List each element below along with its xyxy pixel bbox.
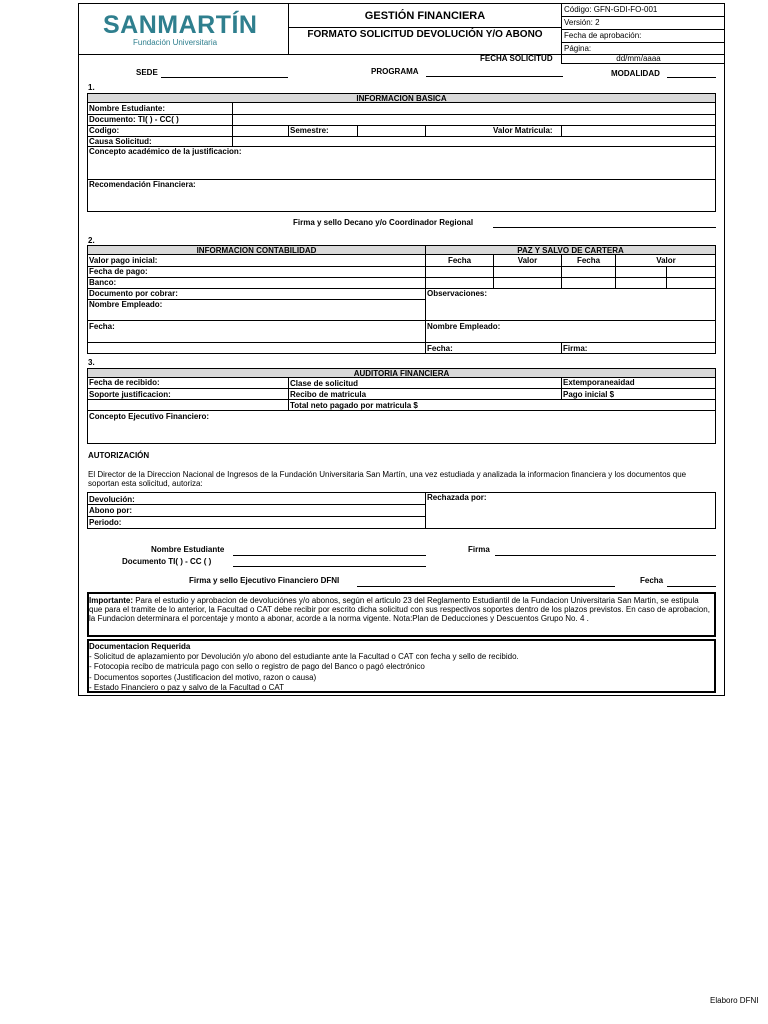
documento-sign-label: Documento TI( ) - CC ( ) xyxy=(122,557,212,566)
doc-approval-date: Fecha de aprobación: xyxy=(564,31,642,40)
nombre-estudiante-label: Nombre Estudiante: xyxy=(89,104,166,113)
doc-page: Página: xyxy=(564,44,592,53)
aut-line xyxy=(87,504,426,505)
programa-label: PROGRAMA xyxy=(371,67,419,76)
firma-estudiante-label: Firma xyxy=(468,545,490,554)
firma-ejecutivo-field[interactable] xyxy=(357,586,615,587)
page-title: GESTIÓN FINANCIERA xyxy=(364,10,486,22)
autorizacion-text: El Director de la Direccion Nacional de Ingresos de la Fundación Universitaria San Martín, una vez estudiada y analizada la informacion financiera y los documentos que soportan esta solicitud, autoriza: xyxy=(88,470,687,488)
abono-label: Abono por: xyxy=(89,506,133,515)
section-2-number: 2. xyxy=(88,236,95,245)
modalidad-field[interactable] xyxy=(667,77,716,78)
section-1-number: 1. xyxy=(88,83,95,92)
nombre-empleado-cartera-label: Nombre Empleado: xyxy=(427,322,501,331)
valor-pago-inicial-label: Valor pago inicial: xyxy=(89,256,158,265)
meta-line xyxy=(561,29,725,30)
documentacion-title: Documentacion Requerida xyxy=(89,642,191,651)
sede-field[interactable] xyxy=(161,77,288,78)
soporte-justificacion-label: Soporte justificacion: xyxy=(89,390,171,399)
aut-line xyxy=(87,516,426,517)
autorizacion-box xyxy=(87,492,716,529)
codigo-label: Codigo: xyxy=(89,126,120,135)
modalidad-label: MODALIDAD xyxy=(611,69,660,78)
documentacion-item-4: - Estado Financiero o paz y salvo de la Facultad o CAT xyxy=(89,683,285,692)
recomendacion-financiera-label: Recomendación Financiera: xyxy=(89,180,196,189)
documentacion-item-1: - Solicitud de aplazamiento por Devolución y/o abono del estudiante ante la Facultad o CAT con fecha y sello de recibido. xyxy=(89,652,519,661)
programa-field[interactable] xyxy=(426,76,563,77)
fecha-contabilidad-label: Fecha: xyxy=(89,322,115,331)
s3-vline xyxy=(561,377,562,400)
fecha-ejecutivo-label: Fecha xyxy=(640,576,664,585)
s1-vline xyxy=(357,125,358,136)
logo: SANMARTÍN xyxy=(103,11,258,39)
periodo-label: Periodo: xyxy=(89,518,122,527)
section-3-heading: AUDITORIA FINANCIERA xyxy=(87,368,716,378)
s3-line xyxy=(87,399,716,400)
importante-label: Importante: xyxy=(89,596,133,605)
logo-subtitle: Fundación Universitaria xyxy=(133,38,218,47)
s1-line xyxy=(87,125,716,126)
nombre-empleado-label: Nombre Empleado: xyxy=(89,300,163,309)
fecha-solicitud-label: FECHA SOLICITUD xyxy=(480,54,553,63)
s2-vline xyxy=(561,342,562,354)
documentacion-item-2: - Fotocopia recibo de matricula pago con sello o registro de pago del Banco o pagó electrónico xyxy=(89,662,425,671)
fecha-ejecutivo-field[interactable] xyxy=(667,586,716,587)
concepto-ejecutivo-label: Concepto Ejecutivo Financiero: xyxy=(89,412,210,421)
meta-line xyxy=(561,42,725,43)
documento-field[interactable] xyxy=(233,115,715,125)
fecha-cartera-label: Fecha: xyxy=(427,344,453,353)
fecha-recibido-label: Fecha de recibido: xyxy=(89,378,160,387)
s1-vline xyxy=(561,125,562,136)
importante-body: Para el estudio y aprobacion de devoluciónes y/o abonos, según el articulo 23 del Reglamento Estudiantil de la Fundacion Universitaria San Martin, se estipula que para el tramite de lo anterior, la Facultad o CAT debe recibir por escrito dicha solicitud con sus respectivos soportes dentro de los plazos previstos. En caso de aprobacion, la Fundacion determinara el porcentaje y monto a abonar, acorde a la norma vigente. Nota:Plan de Deducciones y Descuentos Grupo No. 4 . xyxy=(89,596,710,623)
extemporaneidad-label: Extemporaneaidad xyxy=(563,378,635,387)
s2-line xyxy=(87,320,716,321)
firma-decano-label: Firma y sello Decano y/o Coordinador Regional xyxy=(293,218,474,227)
paz-col-valor-2: Valor xyxy=(656,256,676,265)
valor-matricula-label: Valor Matricula: xyxy=(493,126,553,135)
elaboro-footer: Elaboro DFNI xyxy=(710,996,759,1005)
page-subtitle: FORMATO SOLICITUD DEVOLUCIÓN Y/O ABONO xyxy=(307,29,543,40)
s1-vline xyxy=(288,125,289,136)
rechazada-label: Rechazada por: xyxy=(427,493,487,502)
section-2-heading-left: INFORMACION CONTABILIDAD xyxy=(87,245,426,255)
causa-solicitud-label: Causa Solicitud: xyxy=(89,137,152,146)
firma-decano-field[interactable] xyxy=(493,227,716,228)
nombre-estudiante-field[interactable] xyxy=(233,103,715,114)
s2-line xyxy=(87,288,716,289)
doc-code: Código: GFN-GDI-FO-001 xyxy=(564,5,658,14)
firma-estudiante-field[interactable] xyxy=(495,555,716,556)
aut-vline xyxy=(425,492,426,529)
paz-col-fecha-2: Fecha xyxy=(576,256,601,265)
devolucion-label: Devolución: xyxy=(89,495,135,504)
observaciones-label: Observaciones: xyxy=(427,289,488,298)
concepto-academico-label: Concepto académico de la justificacion: xyxy=(89,147,242,156)
fecha-pago-label: Fecha de pago: xyxy=(89,267,148,276)
s2-line xyxy=(87,342,716,343)
s2-line xyxy=(87,277,716,278)
fecha-solicitud-value: dd/mm/aaaa xyxy=(616,54,661,63)
pago-inicial-label: Pago inicial $ xyxy=(563,390,615,399)
nombre-estudiante-sign-label: Nombre Estudiante xyxy=(151,545,225,554)
documentacion-item-3: - Documentos soportes (Justificacion del motivo, razon o causa) xyxy=(89,673,317,682)
doc-version: Versión: 2 xyxy=(564,18,600,27)
paz-col-valor-1: Valor xyxy=(517,256,538,265)
section-1-heading: INFORMACION BASICA xyxy=(87,93,716,103)
s1-line xyxy=(87,136,716,137)
s3-vline xyxy=(288,377,289,411)
s2-line xyxy=(87,266,716,267)
documento-sign-field[interactable] xyxy=(233,566,426,567)
documento-cobrar-label: Documento por cobrar: xyxy=(89,289,178,298)
total-neto-label: Total neto pagado por matricula $ xyxy=(290,401,418,410)
firma-cartera-label: Firma: xyxy=(563,344,588,353)
banco-label: Banco: xyxy=(89,278,117,287)
meta-line xyxy=(561,16,725,17)
clase-solicitud-label: Clase de solicitud xyxy=(290,379,359,388)
section-2-heading-right: PAZ Y SALVO DE CARTERA xyxy=(425,245,716,255)
sede-label: SEDE xyxy=(136,68,158,77)
importante-text xyxy=(89,596,713,623)
section-3-number: 3. xyxy=(88,358,95,367)
semestre-label: Semestre: xyxy=(290,126,329,135)
nombre-estudiante-sign-field[interactable] xyxy=(233,555,426,556)
s3-line xyxy=(87,388,716,389)
paz-col-fecha-1: Fecha xyxy=(447,256,472,265)
recibo-matricula-label: Recibo de matricula xyxy=(290,390,367,399)
autorizacion-title: AUTORIZACIÓN xyxy=(88,451,150,460)
documento-label: Documento: TI( ) - CC( ) xyxy=(89,115,179,124)
firma-ejecutivo-label: Firma y sello Ejecutivo Financiero DFNI xyxy=(189,576,340,585)
s1-vline xyxy=(425,125,426,136)
